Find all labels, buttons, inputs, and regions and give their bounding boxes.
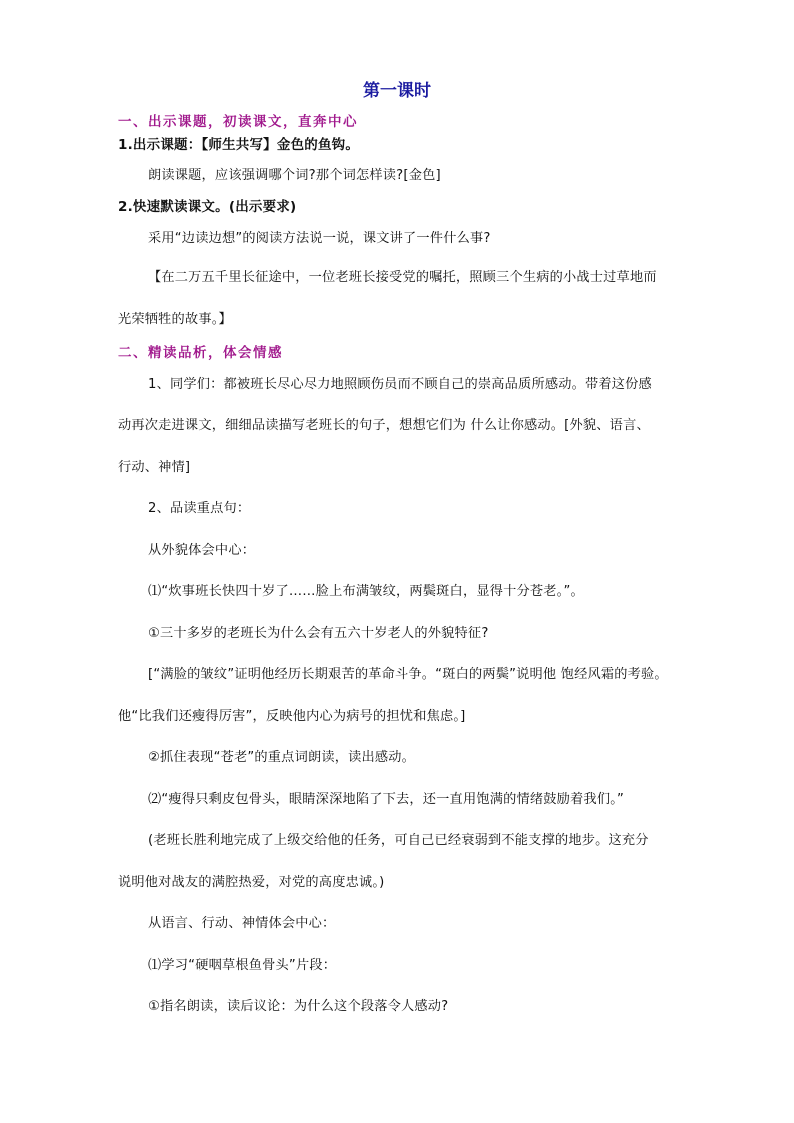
paragraph: ①指名朗读，读后议论：为什么这个段落令人感动? [148,999,449,1014]
page-title: 第一课时 [363,81,431,101]
paragraph: 【在二万五千里长征途中，一位老班长接受党的嘱托，照顾三个生病的小战士过草地而 [148,270,657,285]
paragraph: ⑵“瘦得只剩皮包骨头，眼睛深深地陷了下去，还一直用饱满的情绪鼓励着我们。” [148,792,625,807]
subheading-2: 2.快速默读课文。(出示要求) [118,199,297,215]
section-heading-2: 二、精读品析，体会情感 [118,345,283,361]
paragraph: ①三十多岁的老班长为什么会有五六十岁老人的外貌特征? [148,626,489,641]
paragraph: 采用“边读边想”的阅读方法说一说，课文讲了一件什么事? [148,231,491,246]
paragraph: ⑴“炊事班长快四十岁了……脸上布满皱纹，两鬓斑白，显得十分苍老。”。 [148,584,584,599]
paragraph: 2、品读重点句： [148,501,251,516]
paragraph: 行动、神情] [118,460,191,475]
paragraph: 他“比我们还瘦得厉害”，反映他内心为病号的担忧和焦虑。] [118,709,466,724]
paragraph: 说明他对战友的满腔热爱，对党的高度忠诚。) [118,875,385,890]
paragraph: 动再次走进课文，细细品读描写老班长的句子，想想它们为 什么让你感动。[外貌、语言、 [118,418,650,433]
subheading-1: 1.出示课题：【师生共写】金色的鱼钩。 [118,137,360,153]
paragraph: ②抓住表现“苍老”的重点词朗读，读出感动。 [148,750,416,765]
paragraph: 光荣牺牲的故事。】 [118,312,232,327]
paragraph: 从外貌体会中心： [148,543,256,558]
section-heading-1: 一、出示课题，初读课文，直奔中心 [118,114,358,130]
paragraph: 1、同学们：都被班长尽心尽力地照顾伤员而不顾自己的崇高品质所感动。带着这份感 [148,377,652,392]
paragraph: ⑴学习“硬咽草根鱼骨头”片段： [148,958,337,973]
paragraph: [“满脸的皱纹”证明他经历长期艰苦的革命斗争。“斑白的两鬓”说明他 饱经风霜的考验。 [148,667,668,682]
paragraph: 从语言、行动、神情体会中心： [148,916,336,931]
paragraph: 朗读课题，应该强调哪个词?那个词怎样读?[金色] [148,168,441,183]
paragraph: (老班长胜利地完成了上级交给他的任务，可自己已经衰弱到不能支撑的地步。这充分 [148,833,649,848]
